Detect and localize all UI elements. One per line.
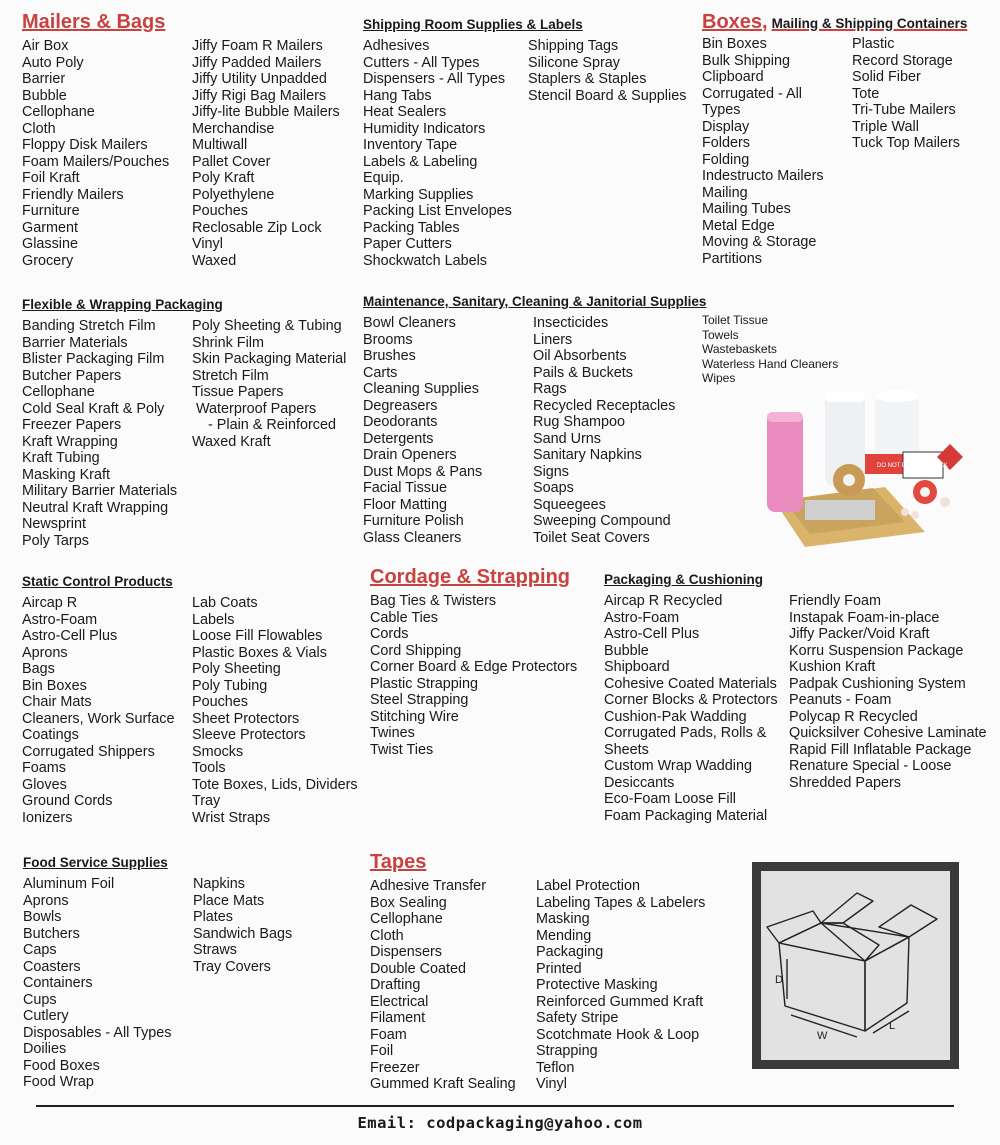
list-item: Drafting bbox=[370, 977, 421, 993]
list-item: Wrist Straps bbox=[192, 809, 271, 826]
list-item: Waxed Kraft bbox=[192, 433, 271, 450]
list-item: Reinforced Gummed Kraft bbox=[536, 993, 704, 1010]
list-item: Astro-Cell Plus bbox=[22, 628, 118, 644]
list-item: Place Mats bbox=[193, 892, 265, 909]
list-item: Blister Packaging Film bbox=[22, 351, 165, 367]
list-item: Plastic bbox=[852, 36, 895, 52]
list-item: Aluminum Foil bbox=[23, 876, 115, 892]
list-item: Padpak Cushioning System bbox=[789, 675, 966, 692]
list-col bbox=[370, 593, 577, 758]
list-item: Instapak Foam-in-place bbox=[789, 609, 940, 626]
list-item: Metal Edge bbox=[702, 217, 775, 234]
list-item: Partitions bbox=[702, 250, 762, 267]
list-item: Recycled Receptacles bbox=[533, 397, 676, 414]
list-col bbox=[192, 318, 346, 450]
list-item: Packing List Envelopes bbox=[363, 203, 512, 219]
list-item: Freezer Papers bbox=[22, 417, 122, 433]
list-col bbox=[702, 36, 824, 267]
list-item: Jiffy Utility Unpadded bbox=[192, 71, 327, 87]
list-item: Cushion-Pak Wadding bbox=[604, 708, 747, 725]
list-item: Packaging bbox=[536, 944, 604, 960]
section-mailers-bags bbox=[22, 11, 340, 269]
list-item: Mailing Tubes bbox=[702, 201, 791, 217]
list-item: Tray Covers bbox=[193, 958, 271, 975]
list-item: Banding Stretch Film bbox=[22, 318, 156, 334]
list-item: Shockwatch Labels bbox=[363, 252, 487, 269]
list-col bbox=[22, 595, 175, 826]
list-item: Degreasers bbox=[363, 397, 438, 414]
list-item: Shipboard bbox=[604, 659, 670, 675]
list-item: Wipes bbox=[702, 371, 736, 385]
list-item: Straws bbox=[193, 942, 237, 958]
list-col bbox=[852, 36, 960, 152]
list-item: Squeegees bbox=[533, 496, 606, 513]
list-item: Pails & Buckets bbox=[533, 364, 633, 381]
list-item: Cord Shipping bbox=[370, 642, 462, 659]
list-item: Labels & Labeling bbox=[363, 153, 478, 170]
list-item: Wastebaskets bbox=[702, 342, 777, 356]
list-item: Friendly Foam bbox=[789, 593, 881, 609]
list-col bbox=[193, 876, 292, 975]
list-item: Cellophane bbox=[22, 384, 95, 400]
list-item: Pouches bbox=[192, 694, 249, 710]
list-item: Foams bbox=[22, 760, 66, 776]
section-title-boxes bbox=[702, 11, 967, 34]
list-item: Cohesive Coated Materials bbox=[604, 675, 777, 692]
list-item: Foam Packaging Material bbox=[604, 807, 768, 824]
list-col bbox=[536, 878, 705, 1093]
list-col bbox=[22, 38, 169, 269]
list-item: Containers bbox=[23, 975, 93, 991]
list-item: Butchers bbox=[23, 925, 80, 942]
list-item: Bowls bbox=[23, 909, 62, 925]
list-item: Bag Ties & Twisters bbox=[370, 593, 497, 609]
list-item: Corner Blocks & Protectors bbox=[604, 692, 778, 708]
list-item: Detergents bbox=[363, 430, 434, 447]
list-item: Newsprint bbox=[22, 516, 86, 532]
list-item: Kushion Kraft bbox=[789, 659, 876, 675]
list-item: Sandwich Bags bbox=[193, 925, 293, 942]
list-item: Sand Urns bbox=[533, 430, 601, 447]
list-col bbox=[22, 318, 177, 549]
list-item: Strapping bbox=[536, 1043, 598, 1059]
list-item: Carts bbox=[363, 364, 398, 381]
list-item: Foil Kraft bbox=[22, 170, 80, 186]
list-item: Polycap R Recycled bbox=[789, 708, 918, 725]
footer-email: Email: codpackaging@yahoo.com bbox=[357, 1114, 643, 1132]
list-item: Heat Sealers bbox=[363, 104, 447, 120]
list-item: Towels bbox=[702, 327, 739, 342]
list-item: Clipboard bbox=[702, 69, 764, 85]
list-item: Multiwall bbox=[192, 137, 248, 153]
list-item: Steel Strapping bbox=[370, 692, 469, 708]
list-item: Foil bbox=[370, 1043, 394, 1059]
section-static-control bbox=[22, 574, 358, 826]
section-title-cushioning: Packaging & Cushioning bbox=[604, 572, 764, 587]
list-item: Twist Ties bbox=[370, 741, 434, 758]
list-item: Facial Tissue bbox=[363, 480, 447, 496]
list-item: Waterproof Papers bbox=[192, 400, 317, 417]
list-item: - Plain & Reinforced bbox=[192, 417, 336, 433]
list-item: Korru Suspension Package bbox=[789, 642, 964, 659]
list-item: Coasters bbox=[23, 958, 81, 975]
list-item: Cellophane bbox=[370, 911, 443, 927]
list-item: Signs bbox=[533, 463, 569, 480]
list-item: Mending bbox=[536, 927, 592, 944]
list-item: Vinyl bbox=[192, 236, 223, 252]
list-item: Plastic Strapping bbox=[370, 675, 478, 692]
list-item: Label Protection bbox=[536, 878, 641, 894]
list-item: Folders bbox=[702, 135, 750, 151]
list-item: Bowl Cleaners bbox=[363, 315, 456, 331]
list-item: Cloth bbox=[22, 120, 56, 137]
list-item: Indestructo Mailers bbox=[702, 168, 824, 184]
list-col bbox=[23, 876, 172, 1091]
list-item: Eco-Foam Loose Fill bbox=[604, 791, 736, 807]
list-item: Sanitary Napkins bbox=[533, 447, 642, 463]
list-item: Astro-Cell Plus bbox=[604, 626, 700, 642]
list-item: Tools bbox=[192, 760, 226, 776]
list-item: Tri-Tube Mailers bbox=[852, 102, 956, 118]
list-item: Types bbox=[702, 102, 741, 118]
list-item: Food Boxes bbox=[23, 1057, 100, 1074]
list-item: Neutral Kraft Wrapping bbox=[22, 499, 169, 516]
list-item: Kraft Wrapping bbox=[22, 433, 118, 450]
list-item: Cloth bbox=[370, 927, 404, 944]
list-item: Tuck Top Mailers bbox=[852, 135, 960, 151]
list-item: Bulk Shipping bbox=[702, 52, 791, 69]
list-item: Floor Matting bbox=[363, 496, 447, 513]
list-item: Folding bbox=[702, 151, 750, 168]
list-item: Rug Shampoo bbox=[533, 414, 626, 430]
list-col bbox=[533, 315, 675, 546]
list-item: Floppy Disk Mailers bbox=[22, 137, 148, 153]
list-item: Stencil Board & Supplies bbox=[528, 87, 687, 104]
list-item: Foam bbox=[370, 1026, 407, 1043]
list-item: Aprons bbox=[23, 892, 69, 909]
list-item: Butcher Papers bbox=[22, 367, 122, 384]
list-item: Corrugated Pads, Rolls & bbox=[604, 725, 767, 741]
list-item: Furniture Polish bbox=[363, 513, 464, 529]
list-item: Shredded Papers bbox=[789, 774, 902, 791]
list-item: Astro-Foam bbox=[604, 609, 680, 626]
list-item: Jiffy Packer/Void Kraft bbox=[789, 626, 930, 642]
list-item: Military Barrier Materials bbox=[22, 483, 178, 499]
list-col bbox=[363, 38, 512, 269]
list-item: Merchandise bbox=[192, 120, 275, 137]
list-item: Printed bbox=[536, 960, 582, 977]
list-item: Triple Wall bbox=[852, 118, 919, 135]
list-item: Mailing bbox=[702, 184, 748, 201]
list-item: Labels bbox=[192, 611, 235, 628]
section-title-cordage: Cordage & Strapping bbox=[370, 566, 571, 588]
list-item: Bubble bbox=[22, 87, 67, 104]
list-item: Desiccants bbox=[604, 774, 675, 791]
list-item: Caps bbox=[23, 942, 57, 958]
list-item: Cleaning Supplies bbox=[363, 381, 480, 397]
list-item: Aircap R bbox=[22, 595, 78, 611]
list-item: Box Sealing bbox=[370, 894, 447, 911]
list-item: Cups bbox=[23, 991, 57, 1008]
section-food-service bbox=[23, 855, 293, 1090]
list-item: Sweeping Compound bbox=[533, 513, 671, 529]
list-item: Brooms bbox=[363, 331, 413, 348]
list-col bbox=[192, 38, 340, 269]
list-item: Record Storage bbox=[852, 52, 953, 69]
list-col bbox=[528, 38, 686, 104]
list-item: Masking Kraft bbox=[22, 466, 110, 483]
list-item: Inventory Tape bbox=[363, 137, 458, 153]
list-item: Hang Tabs bbox=[363, 87, 432, 104]
list-item: Corrugated Shippers bbox=[22, 743, 155, 760]
list-item: Plates bbox=[193, 909, 233, 925]
list-item: Rapid Fill Inflatable Package bbox=[789, 741, 972, 758]
list-item: Bin Boxes bbox=[702, 36, 767, 52]
list-item: Liners bbox=[533, 331, 573, 348]
list-item: Friendly Mailers bbox=[22, 186, 124, 203]
list-item: Freezer bbox=[370, 1059, 420, 1076]
box-dim-l: L bbox=[889, 1020, 896, 1032]
list-item: Cleaners, Work Surface bbox=[22, 710, 175, 727]
list-item: Marking Supplies bbox=[363, 186, 474, 203]
list-item: Jiffy Padded Mailers bbox=[192, 54, 322, 71]
list-item: Poly Kraft bbox=[192, 170, 255, 186]
list-item: Teflon bbox=[536, 1059, 575, 1076]
list-item: Filament bbox=[370, 1010, 426, 1026]
list-col bbox=[789, 593, 987, 791]
section-title-shipping-room: Shipping Room Supplies & Labels bbox=[363, 17, 583, 32]
list-item: Twines bbox=[370, 725, 415, 741]
section-packaging-cushioning bbox=[604, 572, 987, 824]
list-item: Sheets bbox=[604, 741, 649, 758]
list-item: Waterless Hand Cleaners bbox=[702, 356, 839, 371]
box-dim-d: D bbox=[775, 974, 783, 986]
list-item: Stretch Film bbox=[192, 367, 269, 384]
list-item: Pallet Cover bbox=[192, 153, 271, 170]
list-item: Adhesive Transfer bbox=[370, 878, 486, 894]
list-item: Renature Special - Loose bbox=[789, 758, 952, 774]
section-title-mailers-bags: Mailers & Bags bbox=[22, 11, 166, 33]
list-item: Display bbox=[702, 118, 750, 135]
list-item: Oil Absorbents bbox=[533, 348, 627, 364]
list-item: Toilet Seat Covers bbox=[533, 529, 650, 546]
list-item: Cable Ties bbox=[370, 609, 438, 626]
list-col bbox=[370, 878, 516, 1093]
list-item: Smocks bbox=[192, 743, 244, 760]
list-item: Gummed Kraft Sealing bbox=[370, 1076, 516, 1092]
list-item: Brushes bbox=[363, 348, 416, 364]
list-item: Aircap R Recycled bbox=[604, 593, 723, 609]
list-item: Grocery bbox=[22, 252, 74, 269]
list-item: Moving & Storage bbox=[702, 234, 817, 250]
list-item: Masking bbox=[536, 911, 590, 927]
list-item: Safety Stripe bbox=[536, 1010, 619, 1026]
list-item: Loose Fill Flowables bbox=[192, 628, 323, 644]
section-title-maintenance: Maintenance, Sanitary, Cleaning & Janitorial Supplies bbox=[363, 294, 707, 309]
list-item: Deodorants bbox=[363, 414, 438, 430]
list-item: Coatings bbox=[22, 727, 79, 743]
list-item: Packing Tables bbox=[363, 219, 460, 236]
boxes-title-text: Boxes, bbox=[702, 11, 768, 33]
list-item: Waxed bbox=[192, 252, 237, 269]
list-item: Furniture bbox=[22, 203, 80, 219]
section-tapes bbox=[370, 851, 706, 1093]
list-item: Napkins bbox=[193, 876, 245, 892]
section-maintenance bbox=[363, 294, 839, 546]
section-title-tapes: Tapes bbox=[370, 851, 427, 873]
list-item: Disposables - All Types bbox=[23, 1024, 172, 1041]
list-item: Equip. bbox=[363, 170, 404, 186]
list-item: Chair Mats bbox=[22, 694, 92, 710]
list-item: Vinyl bbox=[536, 1076, 567, 1092]
list-item: Poly Sheeting bbox=[192, 661, 281, 677]
list-item: Electrical bbox=[370, 993, 429, 1010]
list-item: Drain Openers bbox=[363, 447, 457, 463]
list-item: Reclosable Zip Lock bbox=[192, 219, 322, 236]
list-item: Ground Cords bbox=[22, 793, 113, 809]
box-dim-w: W bbox=[817, 1030, 828, 1042]
list-item: Shrink Film bbox=[192, 334, 264, 351]
list-item: Stitching Wire bbox=[370, 708, 459, 725]
list-item: Quicksilver Cohesive Laminate bbox=[789, 725, 987, 741]
list-col bbox=[604, 593, 778, 824]
list-item: Peanuts - Foam bbox=[789, 692, 892, 708]
list-item: Gloves bbox=[22, 776, 67, 793]
list-item: Labeling Tapes & Labelers bbox=[536, 894, 706, 911]
list-item: Dispensers - All Types bbox=[363, 71, 506, 87]
list-item: Corner Board & Edge Protectors bbox=[370, 659, 578, 675]
list-item: Sheet Protectors bbox=[192, 710, 300, 727]
list-col-small bbox=[702, 313, 838, 386]
list-item: Pouches bbox=[192, 203, 249, 219]
list-item: Poly Tarps bbox=[22, 532, 89, 549]
list-item: Tissue Papers bbox=[192, 384, 284, 400]
list-item: Auto Poly bbox=[22, 54, 84, 71]
section-cordage-strapping bbox=[370, 566, 578, 758]
list-item: Jiffy Rigi Bag Mailers bbox=[192, 87, 327, 104]
list-item: Polyethylene bbox=[192, 186, 275, 203]
list-item: Double Coated bbox=[370, 960, 467, 977]
section-flexible-wrapping bbox=[22, 297, 347, 549]
list-item: Corrugated - All bbox=[702, 85, 802, 102]
list-item: Solid Fiber bbox=[852, 69, 921, 85]
list-item: Doilies bbox=[23, 1041, 67, 1057]
list-item: Sleeve Protectors bbox=[192, 727, 306, 743]
list-item: Paper Cutters bbox=[363, 236, 452, 252]
list-item: Plastic Boxes & Vials bbox=[192, 644, 327, 661]
list-item: Adhesives bbox=[363, 38, 430, 54]
boxes-subtitle: Mailing & Shipping Containers bbox=[771, 16, 968, 31]
footer-divider bbox=[36, 1105, 954, 1107]
list-item: Dispensers bbox=[370, 944, 442, 960]
photo-label: DO NOT DOUBLE STACK bbox=[877, 463, 948, 469]
list-item: Insecticides bbox=[533, 315, 609, 331]
list-item: Bin Boxes bbox=[22, 677, 87, 694]
section-title-flexible: Flexible & Wrapping Packaging bbox=[22, 297, 223, 312]
list-item: Food Wrap bbox=[23, 1074, 94, 1090]
list-item: Soaps bbox=[533, 480, 574, 496]
box-diagram-frame bbox=[752, 862, 959, 1069]
list-item: Jiffy Foam R Mailers bbox=[192, 38, 323, 54]
list-item: Custom Wrap Wadding bbox=[604, 758, 752, 774]
list-item: Silicone Spray bbox=[528, 54, 620, 71]
list-item: Cutters - All Types bbox=[363, 54, 480, 71]
list-item: Humidity Indicators bbox=[363, 120, 486, 137]
list-item: Bags bbox=[22, 661, 55, 677]
list-item: Foam Mailers/Pouches bbox=[22, 153, 170, 170]
list-item: Dust Mops & Pans bbox=[363, 463, 483, 480]
list-item: Glassine bbox=[22, 236, 78, 252]
list-col bbox=[192, 595, 358, 826]
list-item: Cold Seal Kraft & Poly bbox=[22, 400, 165, 417]
section-shipping-room bbox=[363, 17, 687, 269]
list-item: Garment bbox=[22, 219, 78, 236]
list-item: Toilet Tissue bbox=[702, 313, 769, 327]
list-col bbox=[363, 315, 482, 546]
section-title-food: Food Service Supplies bbox=[23, 855, 168, 870]
list-item: Lab Coats bbox=[192, 595, 258, 611]
list-item: Rags bbox=[533, 381, 567, 397]
list-item: Astro-Foam bbox=[22, 611, 98, 628]
list-item: Shipping Tags bbox=[528, 38, 619, 54]
list-item: Tray bbox=[192, 793, 221, 809]
box-outline-icon bbox=[761, 871, 950, 1060]
list-item: Kraft Tubing bbox=[22, 450, 100, 466]
list-item: Bubble bbox=[604, 642, 649, 659]
list-item: Cellophane bbox=[22, 104, 95, 120]
supplies-photo bbox=[765, 382, 980, 550]
section-boxes bbox=[702, 11, 968, 267]
list-item: Jiffy-lite Bubble Mailers bbox=[192, 104, 340, 120]
list-item: Barrier bbox=[22, 71, 66, 87]
list-item: Protective Masking bbox=[536, 977, 658, 993]
list-item: Glass Cleaners bbox=[363, 529, 462, 546]
list-item: Poly Sheeting & Tubing bbox=[192, 318, 342, 334]
list-item: Skin Packaging Material bbox=[192, 351, 347, 367]
list-item: Tote bbox=[852, 85, 880, 102]
list-item: Aprons bbox=[22, 644, 68, 661]
list-item: Scotchmate Hook & Loop bbox=[536, 1026, 700, 1043]
list-item: Staplers & Staples bbox=[528, 71, 647, 87]
box-diagram bbox=[761, 871, 950, 1060]
list-item: Barrier Materials bbox=[22, 334, 128, 351]
list-item: Cutlery bbox=[23, 1008, 69, 1024]
list-item: Air Box bbox=[22, 38, 69, 54]
list-item: Poly Tubing bbox=[192, 677, 268, 694]
list-item: Ionizers bbox=[22, 809, 73, 826]
list-item: Cords bbox=[370, 626, 409, 642]
list-item: Tote Boxes, Lids, Dividers bbox=[192, 776, 358, 793]
section-title-static: Static Control Products bbox=[22, 574, 173, 589]
